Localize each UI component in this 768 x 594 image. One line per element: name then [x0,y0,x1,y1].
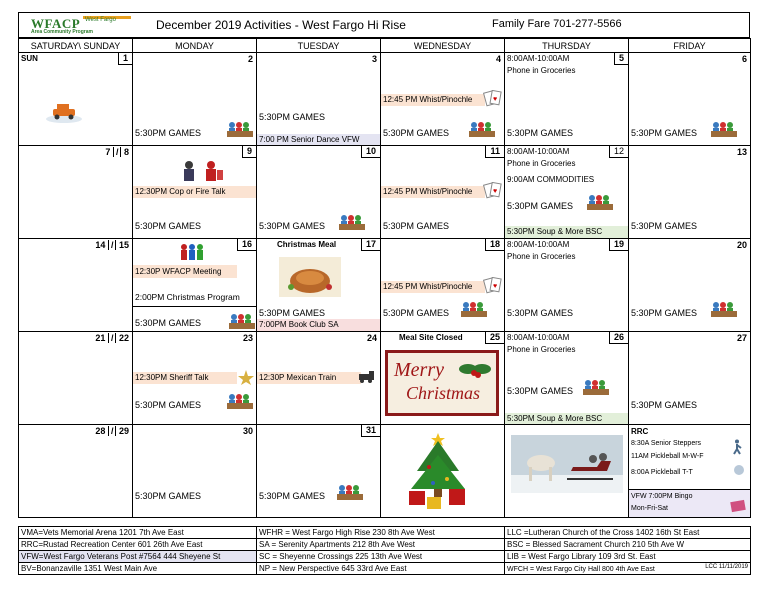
legend-item: BSC = Blessed Sacrament Church 210 5th Ave W [505,539,751,551]
pickleball-icon [731,463,747,477]
people-games-icon [227,121,253,138]
logo-text: WFACP [31,16,81,31]
turkey-icon [279,257,341,297]
logo-subtitle: Area Community Program [31,29,93,35]
event-games: 5:30PM GAMES [135,221,202,231]
meal-site-closed: Meal Site Closed [399,333,463,342]
day-number: 27 [736,333,747,343]
event-book-club: 7:00PM Book Club SA [257,319,381,331]
day-number: 23 [242,333,253,343]
event-pickleball-tt: 8:00A Pickleball T-T [631,469,693,476]
event-games: 5:30PM GAMES [631,128,698,138]
bingo-days: Mon-Fri-Sat [631,505,668,512]
legend-item: VMA=Vets Memorial Arena 1201 7th Ave East [19,527,257,539]
day-cell-24 [257,332,381,425]
day-cell-23 [133,332,257,425]
event-games: 5:30PM GAMES [507,201,574,211]
day-cell-10 [257,146,381,239]
day-cell-17 [257,239,381,332]
day-header-wednesday: WEDNESDAY [381,39,505,53]
rrc-label: RRC [631,427,649,436]
day-header-friday: FRIDAY [629,39,751,53]
event-games: 5:30PM GAMES [135,400,202,410]
event-whist: 12:45 PM Whist/Pinochle [381,94,485,106]
event-games: 5:30PM GAMES [383,221,450,231]
day-number: 11 [485,146,504,158]
grocery-label: Phone in Groceries [507,345,576,354]
event-games: 5:30PM GAMES [259,491,326,501]
grocery-time: 8:00AM-10:00AM [507,333,570,342]
event-whist: 12:45 PM Whist/Pinochle [381,186,485,198]
event-sheriff-talk: 12:30PM Sheriff Talk [133,372,237,384]
event-games: 5:30PM GAMES [259,112,326,122]
phone-info: Family Fare 701-277-5566 [492,18,622,30]
day-number-pair: 14 / 15 [95,240,129,250]
people-games-icon [711,121,737,138]
day-cell-3 [257,53,381,146]
holly-icon [458,357,494,383]
wfacp-logo [31,16,135,36]
people-games-icon [587,194,613,211]
car-icon [45,101,83,123]
day-number: 9 [242,146,256,158]
legend-text: WFCH = West Fargo City Hall 800 4th Ave East [507,566,655,573]
event-senior-dance: 7:00 PM Senior Dance VFW [257,134,381,146]
day-cell-30 [133,425,257,518]
day-cell-25 [381,332,505,425]
event-christmas-program: 2:00PM Christmas Program [135,292,240,302]
day-cell-12 [505,146,629,239]
vfw-bingo-box [629,489,750,518]
people-games-icon [583,379,609,396]
legend-item: NP = New Perspective 645 33rd Ave East [257,563,505,575]
grocery-label: Phone in Groceries [507,252,576,261]
event-games: 5:30PM GAMES [507,386,574,396]
people-games-icon [337,484,363,501]
day-number: 25 [485,332,504,344]
day-number: 18 [485,239,504,251]
day-cell-2 [133,53,257,146]
day-cell-21-22 [19,332,133,425]
family-icon [179,243,205,265]
grocery-time: 8:00AM-10:00AM [507,147,570,156]
day-cell-16 [133,239,257,332]
day-number: 20 [736,240,747,250]
merry-christmas-card: Merry Christmas [385,350,499,416]
day-header-tuesday: TUESDAY [257,39,381,53]
day-number: 30 [242,426,253,436]
day-header-monday: MONDAY [133,39,257,53]
day-cell-1 [19,53,133,146]
logo-side-text: West Fargo [85,17,116,23]
playing-cards-icon [483,182,503,199]
day-cell-fri-activities [629,425,751,518]
event-mexican-train: 12:30P Mexican Train [257,372,361,384]
walker-icon [731,439,747,455]
event-senior-steppers: 8:30A Senior Steppers [631,440,702,447]
sheriff-star-icon [237,369,255,386]
christmas-meal-label: Christmas Meal [277,240,337,249]
day-cell-11 [381,146,505,239]
day-number: 26 [609,332,628,344]
day-number-pair: 21 / 22 [95,333,129,343]
legend-item: LLC =Lutheran Church of the Cross 1402 16th St East [505,527,751,539]
event-games: 5:30PM GAMES [135,128,202,138]
christmas-tree-icon [403,429,473,511]
day-number: 3 [371,54,377,64]
event-games: 5:30PM GAMES [383,128,450,138]
day-number: 2 [247,54,253,64]
location-legend [18,526,751,575]
day-cell-blank-wed [381,425,505,518]
event-games: 5:30PM GAMES [135,318,202,328]
page-title: December 2019 Activities - West Fargo Hi Rise [156,18,406,32]
day-number-pair: 7 / 8 [105,147,129,157]
day-cell-6 [629,53,751,146]
day-number: 5 [614,53,628,65]
calendar-page [18,12,750,582]
event-games: 5:30PM GAMES [259,308,326,318]
event-vfw-bingo: VFW 7:00PM Bingo [631,493,693,500]
day-cell-13 [629,146,751,239]
day-cell-5 [505,53,629,146]
day-number: 12 [609,146,628,158]
playing-cards-icon [483,277,503,294]
playing-cards-icon [483,90,503,107]
sun-label: SUN [21,54,38,63]
event-soup-more: 5:30PM Soup & More BSC [505,413,629,425]
day-number: 4 [495,54,501,64]
event-games: 5:30PM GAMES [631,400,698,410]
people-games-icon [229,313,255,330]
day-number: 24 [366,333,377,343]
day-cell-20 [629,239,751,332]
legend-item: SA = Serenity Apartments 212 8th Ave West [257,539,505,551]
event-games: 5:30PM GAMES [259,221,326,231]
day-cell-28-29 [19,425,133,518]
sleigh-horse-icon [511,435,623,493]
legend-item: LIB = West Fargo Library 109 3rd St. East [505,551,751,563]
day-header-weekend: SATURDAY\ SUNDAY [19,39,133,53]
day-number: 6 [741,54,747,64]
legend-item-last [505,563,751,575]
day-number: 16 [237,239,256,251]
day-number: 31 [361,425,380,437]
event-games: 5:30PM GAMES [631,221,698,231]
day-number-pair: 28 / 29 [95,426,129,436]
legend-item: VFW=West Fargo Veterans Post #7564 444 Sheyene St [19,551,257,563]
event-games: 5:30PM GAMES [507,308,574,318]
day-cell-14-15 [19,239,133,332]
event-cop-fire-talk: 12:30PM Cop or Fire Talk [133,186,257,198]
day-cell-26 [505,332,629,425]
revision-date: LCC 11/11/2019 [705,564,748,570]
day-number: 1 [118,53,132,65]
day-cell-18 [381,239,505,332]
calendar-header [18,12,750,38]
day-cell-4 [381,53,505,146]
event-games: 5:30PM GAMES [135,491,202,501]
day-number: 10 [361,146,380,158]
bingo-icon [729,498,747,514]
day-number: 13 [736,147,747,157]
legend-item: WFHR = West Fargo High Rise 230 8th Ave West [257,527,505,539]
people-games-icon [461,301,487,318]
grocery-time: 8:00AM-10:00AM [507,54,570,63]
event-games: 5:30PM GAMES [507,128,574,138]
event-games: 5:30PM GAMES [383,308,450,318]
event-soup-more: 5:30PM Soup & More BSC [505,226,629,238]
day-cell-19 [505,239,629,332]
day-cell-9 [133,146,257,239]
day-cell-31 [257,425,381,518]
event-commodities: 9:00AM COMMODITIES [507,175,595,184]
legend-item: SC = Sheyenne Crossings 225 13th Ave West [257,551,505,563]
legend-item: BV=Bonanzaville 1351 West Main Ave [19,563,257,575]
legend-item: RRC=Rustad Recreation Center 601 26th Ave East [19,539,257,551]
day-cell-7-8 [19,146,133,239]
grocery-time: 8:00AM-10:00AM [507,240,570,249]
police-fire-icon [179,160,227,186]
people-games-icon [339,214,365,231]
day-header-thursday: THURSDAY [505,39,629,53]
calendar-grid [18,38,751,518]
people-games-icon [469,121,495,138]
train-icon [357,370,379,384]
event-whist: 12:45 PM Whist/Pinochle [381,281,485,293]
day-number: 17 [361,239,380,251]
people-games-icon [711,301,737,318]
event-games: 5:30PM GAMES [631,308,698,318]
grocery-label: Phone in Groceries [507,159,576,168]
people-games-icon [227,393,253,410]
event-pickleball-mwf: 11AM Pickleball M-W-F [631,453,704,460]
day-cell-27 [629,332,751,425]
day-number: 19 [609,239,628,251]
event-wfacp-meeting: 12:30P WFACP Meeting [133,265,237,278]
grocery-label: Phone in Groceries [507,66,576,75]
day-cell-blank-thu [505,425,629,518]
